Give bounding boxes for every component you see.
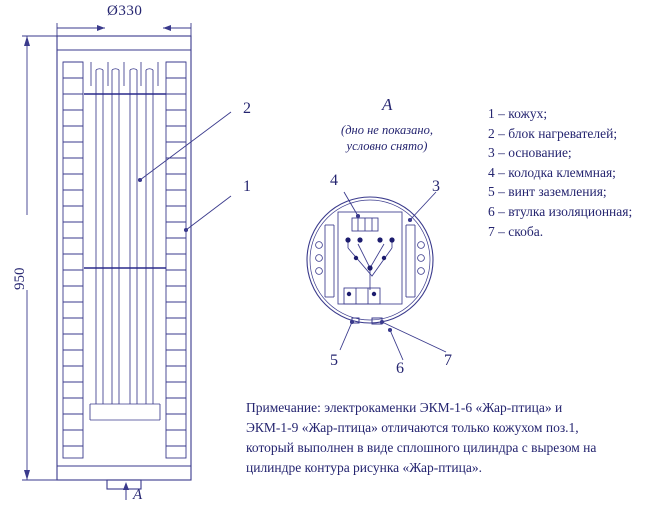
note-line: который выполнен в виде сплошного цилиндра с вырезом на bbox=[246, 440, 597, 455]
diameter-label: Ø330 bbox=[107, 3, 143, 19]
legend bbox=[488, 104, 632, 241]
callout-7: 7 bbox=[444, 352, 452, 369]
callout-2: 2 bbox=[243, 100, 251, 117]
heater-block bbox=[84, 62, 166, 420]
section-mark-bottom: A bbox=[133, 487, 143, 503]
note-line: ЭКМ-1-9 «Жар-птица» отличаются только кожухом поз.1, bbox=[246, 420, 579, 435]
front-view-leaders bbox=[138, 112, 231, 232]
front-view-housing bbox=[57, 36, 191, 489]
note-line: цилиндре контура рисунка «Жар-птица». bbox=[246, 460, 482, 475]
legend-item: 7 – скоба. bbox=[488, 223, 544, 239]
callout-4: 4 bbox=[330, 172, 338, 189]
height-dimension bbox=[22, 36, 60, 480]
top-view-internals bbox=[325, 212, 415, 304]
left-fin-column bbox=[63, 62, 83, 458]
note-block bbox=[246, 398, 666, 478]
callout-1: 1 bbox=[243, 178, 251, 195]
legend-item: 5 – винт заземления; bbox=[488, 184, 607, 200]
callout-5: 5 bbox=[330, 352, 338, 369]
legend-item: 4 – колодка клеммная; bbox=[488, 164, 616, 180]
top-view-leaders bbox=[340, 192, 446, 360]
section-arrow-bottom bbox=[123, 482, 129, 500]
right-fin-column bbox=[166, 62, 186, 458]
view-note-line2: условно снято) bbox=[346, 139, 428, 153]
view-title-a: А bbox=[382, 95, 393, 114]
legend-item: 1 – кожух; bbox=[488, 106, 548, 121]
view-note bbox=[312, 122, 462, 154]
legend-item: 6 – втулка изоляционная; bbox=[488, 203, 633, 219]
legend-item: 3 – основание; bbox=[488, 145, 572, 161]
note-line: Примечание: электрокаменки ЭКМ-1-6 «Жар-птица» и bbox=[246, 400, 563, 415]
view-note-line1: (дно не показано, bbox=[341, 123, 433, 137]
callout-6: 6 bbox=[396, 360, 404, 377]
height-label: 950 bbox=[12, 267, 28, 290]
diameter-dimension bbox=[57, 23, 191, 45]
legend-item: 2 – блок нагревателей; bbox=[488, 125, 618, 141]
callout-3: 3 bbox=[432, 178, 440, 195]
